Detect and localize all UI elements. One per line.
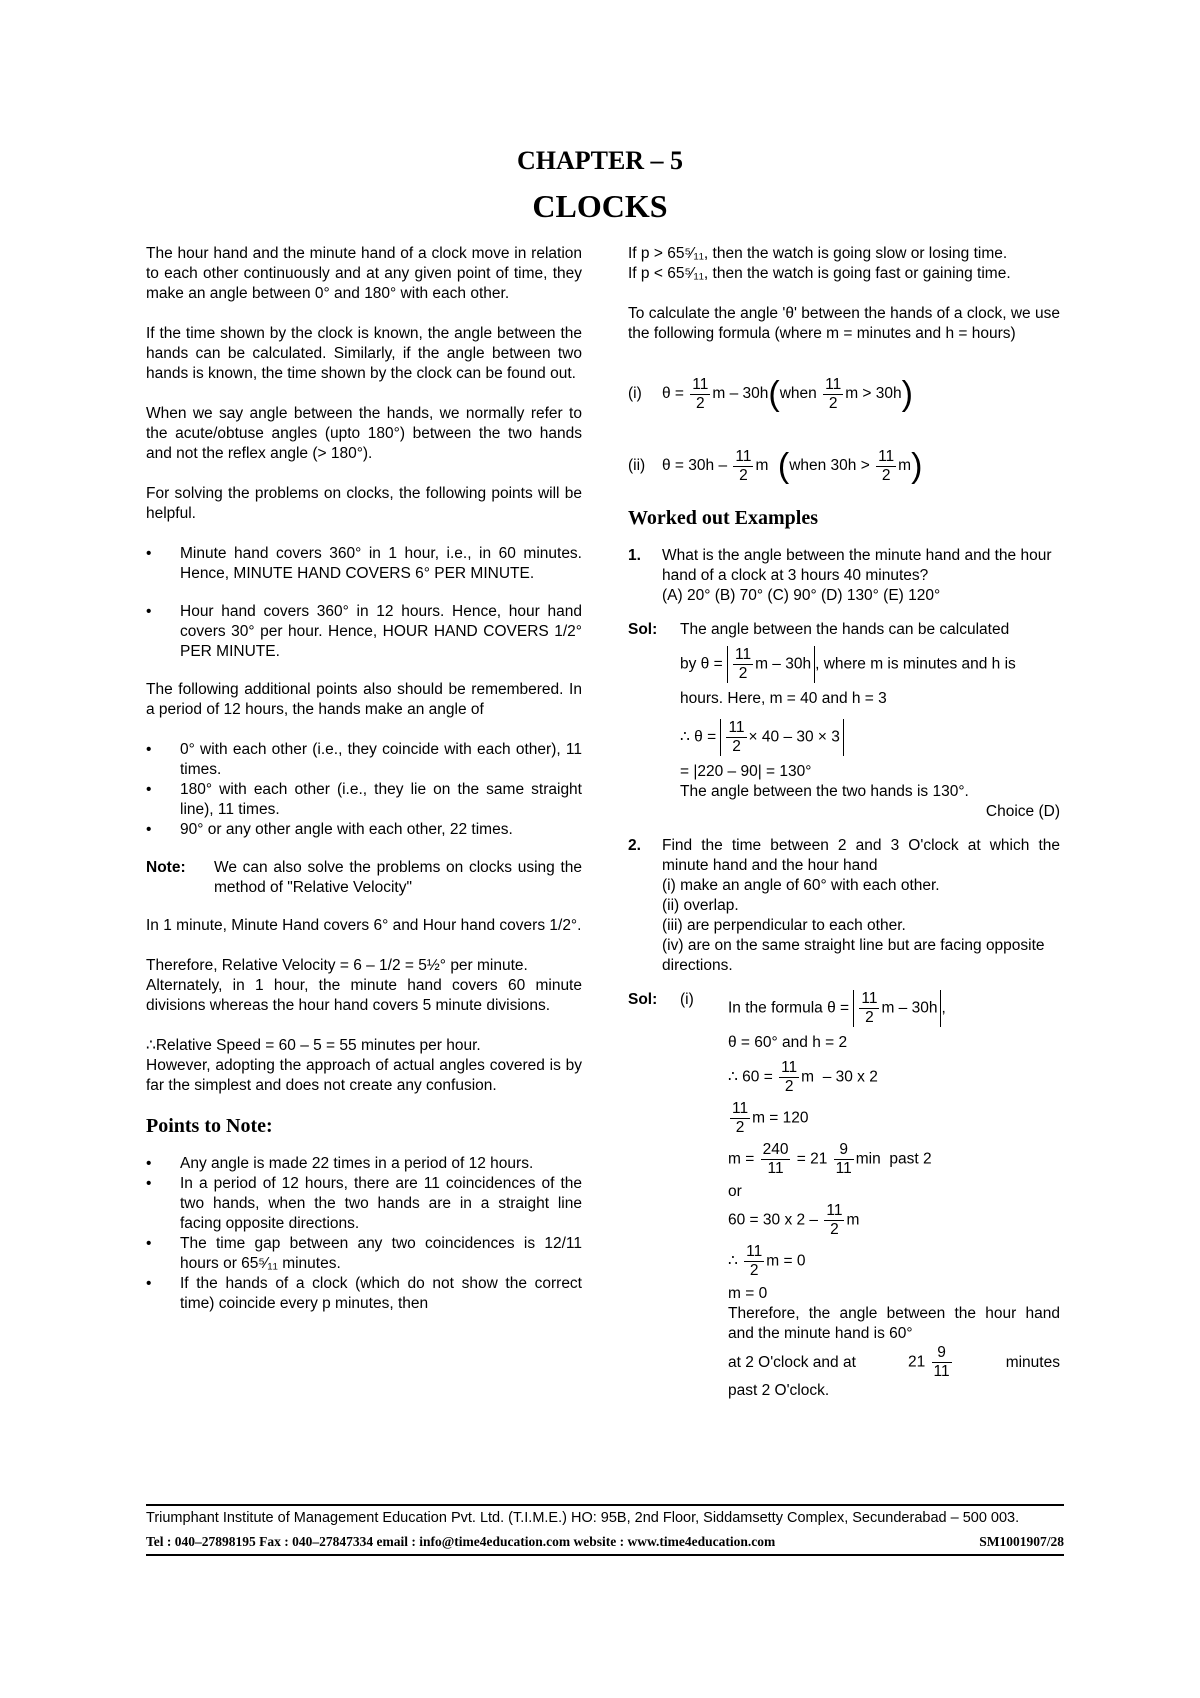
bullet-icon: • bbox=[146, 741, 152, 758]
bullet-icon: • bbox=[146, 1155, 152, 1172]
bullet-icon: • bbox=[146, 1275, 152, 1292]
footer-line-1: Triumphant Institute of Management Education Pvt. Ltd. (T.I.M.E.) HO: 95B, 2nd Floor, Siddamsetty Complex, Secunderabad – 500 003. bbox=[146, 1510, 1020, 1526]
left-column bbox=[146, 244, 582, 1314]
list-item: • 180° with each other (i.e., they lie on the same straight line), 11 times. bbox=[146, 781, 582, 818]
list-item: • 0° with each other (i.e., they coincide with each other), 11 times. bbox=[146, 741, 582, 778]
list-item: • Minute hand covers 360° in 1 hour, i.e., in 60 minutes. Hence, MINUTE HAND COVERS 6° PER MINUTE. bbox=[146, 545, 582, 582]
paragraph: However, adopting the approach of actual angles covered is by far the simplest and does not create any confusion. bbox=[146, 1057, 582, 1094]
paragraph: The hour hand and the minute hand of a clock move in relation to each other continuously and at any given point of time, they make an angle between 0° and 180° with each other. bbox=[146, 245, 582, 302]
solution-2: Sol: (i) In the formula θ = $\frac{11}{2}$ m – 30h , θ = 60° and h = 2 ∴ 60 = $\frac{11}{2}$ m – 30 x 2 $\frac{11}{2}$ m = 120 m = $\frac{240}{11}$ = 21 $\frac{9}{11}$ min past 2 or 60 = 30 x 2 – $\frac{11}{2}$ m ∴ $\frac{11}{2}$ m = 0 m = 0 Therefore, the angle between the hour hand and the minute hand is 60° at 2 O'clock and at 21 $\frac{9}{11}$ minutes past 2 O'clock. bbox=[628, 990, 1060, 1399]
list-item: • Any angle is made 22 times in a period of 12 hours. bbox=[146, 1155, 534, 1172]
list-item: • 90° or any other angle with each other, 22 times. bbox=[146, 821, 513, 838]
bullet-icon: • bbox=[146, 781, 152, 798]
bullet-icon: • bbox=[146, 1175, 152, 1192]
solution-1: Sol: The angle between the hands can be calculated by θ = $\frac{11}{2}$ m – 30h , where m is minutes and h is hours. Here, m = 40 and h = 3 ∴ θ = $\frac{11}{2}$ × 40 – 30 × 3 = |220 – 90| = 130° The angle between the two hands is 130°. Choice (D) bbox=[628, 621, 1060, 820]
topic-title: CLOCKS bbox=[532, 188, 668, 224]
paragraph: To calculate the angle 'θ' between the hands of a clock, we use the following formula (where m = minutes and h = hours) bbox=[628, 305, 1060, 342]
footer-line-2: Tel : 040–27898195 Fax : 040–27847334 email : info@time4education.com website : www.time4education.com SM1001907/28 bbox=[146, 1534, 1064, 1549]
paragraph: Alternately, in 1 hour, the minute hand covers 60 minute divisions whereas the hour hand covers 5 minute divisions. bbox=[146, 977, 582, 1014]
example-2: 2. Find the time between 2 and 3 O'clock at which the minute hand and the hour hand (i) make an angle of 60° with each other. (ii) overlap. (iii) are perpendicular to each other. (iv) are on the same straight line but are facing opposite directions. bbox=[628, 837, 1060, 974]
list-item: • In a period of 12 hours, there are 11 coincidences of the two hands, when the two hands are in a straight line facing opposite directions. bbox=[146, 1175, 582, 1232]
bullet-icon: • bbox=[146, 821, 152, 838]
paragraph: If the time shown by the clock is known, the angle between the hands can be calculated. Similarly, if the angle between two hands is known, the time shown by the clock can be found out. bbox=[146, 325, 582, 382]
footer-divider bbox=[146, 1504, 1064, 1506]
paragraph: Therefore, Relative Velocity = 6 – 1/2 = 5½° per minute. bbox=[146, 957, 528, 974]
note: Note: We can also solve the problems on clocks using the method of "Relative Velocity" bbox=[146, 859, 582, 896]
footer-divider bbox=[146, 1554, 1064, 1556]
section-heading: Points to Note: bbox=[146, 1115, 273, 1137]
paragraph: In 1 minute, Minute Hand covers 6° and Hour hand covers 1/2°. bbox=[146, 917, 582, 934]
paragraph: ∴Relative Speed = 60 – 5 = 55 minutes per hour. bbox=[146, 1037, 481, 1054]
right-column bbox=[628, 244, 1060, 1401]
formula-1: (i) θ = $\frac{11}{2}$ m – 30h ( when $\frac{11}{2}$ m > 30h ) bbox=[628, 375, 913, 413]
paragraph: When we say angle between the hands, we normally refer to the acute/obtuse angles (upto 180°) between the two hands and not the reflex angle (> 180°). bbox=[146, 405, 582, 462]
list-item: • The time gap between any two coincidences is 12/11 hours or 65⁵⁄₁₁ minutes. bbox=[146, 1235, 582, 1272]
paragraph: If p > 65⁵⁄₁₁, then the watch is going slow or losing time. bbox=[628, 245, 1008, 262]
formula-2: (ii) θ = 30h – $\frac{11}{2}$ m ( when 30h > $\frac{11}{2}$ m ) bbox=[628, 447, 923, 485]
paragraph: The following additional points also should be remembered. In a period of 12 hours, the hands make an angle of bbox=[146, 681, 582, 718]
paragraph: If p < 65⁵⁄₁₁, then the watch is going fast or gaining time. bbox=[628, 265, 1011, 282]
paragraph: For solving the problems on clocks, the following points will be helpful. bbox=[146, 485, 582, 522]
bullet-icon: • bbox=[146, 1235, 152, 1252]
list-item: • If the hands of a clock (which do not show the correct time) coincide every p minutes, then bbox=[146, 1275, 582, 1312]
section-heading: Worked out Examples bbox=[628, 507, 819, 529]
bullet-icon: • bbox=[146, 603, 152, 620]
bullet-icon: • bbox=[146, 545, 152, 562]
chapter-title: CHAPTER – 5 bbox=[516, 146, 684, 175]
list-item: • Hour hand covers 360° in 12 hours. Hence, hour hand covers 30° per hour. Hence, HOUR HAND COVERS 1/2° PER MINUTE. bbox=[146, 603, 582, 660]
example-1: 1. What is the angle between the minute hand and the hour hand of a clock at 3 hours 40 minutes? (A) 20° (B) 70° (C) 90° (D) 130° (E) 120° bbox=[628, 547, 1052, 604]
